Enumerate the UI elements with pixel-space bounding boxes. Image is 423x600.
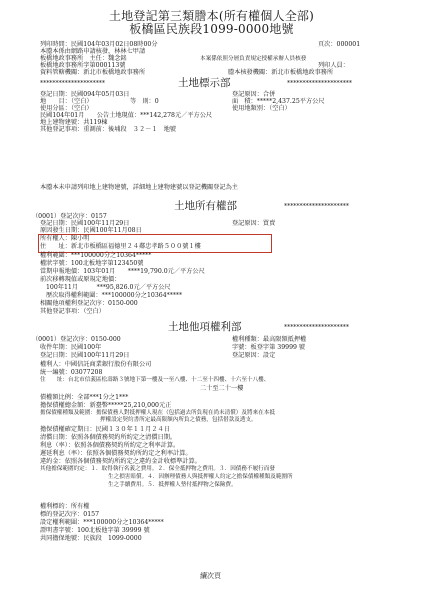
land-use: 地 目：（空白） xyxy=(40,98,93,105)
office-disclaimer: 本案係依照分層負責規定授權承辦人員核發 xyxy=(200,56,307,62)
owner-name: 所有權人：陳小明 xyxy=(40,235,90,242)
rights-reg-date: 登記日期：民國100年11月29日 xyxy=(40,352,130,359)
section-stars-right: ********************* xyxy=(287,80,352,87)
ownership-stars: ********************* xyxy=(284,203,349,210)
ownership-reg-date: 登記日期：民國100年11月29日 xyxy=(40,220,130,227)
prior-value: 100年11月 ***95,826.0元／平方公尺 xyxy=(46,284,171,291)
section-title-other-rights: 土地他項權利部 xyxy=(168,321,242,333)
land-reg-date: 登記日期：民國094年05月03日 xyxy=(40,91,130,98)
interest-rate: 利息（率）：依照各個債務契約所約定之利率計算。 xyxy=(40,442,180,449)
object-scope: 設定權利範圍：***100000分之10364***** xyxy=(40,519,164,526)
land-reg-reason: 登記原因：合併 xyxy=(232,91,276,98)
land-area: 面 積：*****2,437.25平方公尺 xyxy=(232,98,325,105)
other-rights-stars: ********************* xyxy=(284,324,349,331)
rights-unified-no: 統一編號：03077208 xyxy=(40,369,103,376)
announced-value: 民國104年01月 公告土地現值：***142,278元／平方公尺 xyxy=(40,112,213,119)
guarantee-scope-cont: 押權設定契約書所定最高限額內所負之債務，包括借款及透支。 xyxy=(100,417,257,423)
data-jurisdiction: 資料管轄機關：新北市板橋地政事務所 xyxy=(40,69,146,76)
related-rights-seq: 相關他項權利登記次序：0150-000 xyxy=(40,300,138,307)
guarantee-total: 擔保債權總金額：新臺幣*****25,210,000元正 xyxy=(40,402,172,409)
building-count: 地上建物建號：共119棟 xyxy=(40,119,108,126)
object-right: 權利標的：所有權 xyxy=(40,503,90,510)
section-title-ownership: 土地所有權部 xyxy=(174,200,237,212)
page-number: 頁次：000001 xyxy=(318,41,361,48)
declared-land-value: 當期申報地價：103年01月 ****19,790.0元／平方公尺 xyxy=(40,268,205,275)
doc-subtitle: 板橋區民族段1099-0000地號 xyxy=(129,22,294,36)
doc-title: 土地登記第三類謄本(所有權個人全部) xyxy=(109,9,314,23)
ownership-other-notes: 其他登記事項：（空白） xyxy=(40,308,105,315)
rights-holder: 權利人：中國信託商業銀行股份有限公司 xyxy=(40,361,152,368)
print-time: 列印時間：民國104年03月02日08時00分 xyxy=(40,41,158,48)
other-guarantee-cont1: 生之損害賠償。４．因辦理債務人與抵押權人約定之擔保債權種類及範圍所 xyxy=(108,474,293,480)
owner-address: 住 址：新北市板橋區福德里２４鄰忠孝路５００號１樓 xyxy=(40,243,201,250)
other-guarantee: 其他擔保範圍約定：１．取得執行名義之費用。２．保全抵押物之費用。３．因債務不履行而發 xyxy=(40,466,275,472)
land-grade: 等 則：0 xyxy=(130,98,159,105)
rights-type: 權利種類：最高限額抵押權 xyxy=(232,336,307,343)
rights-reason: 登記原因：設定 xyxy=(232,352,276,359)
office-note: 本謄本係由網路申請核發，林林七甲請 xyxy=(40,48,146,55)
issuing-office: 謄本核發機關：新北市板橋地政事務所 xyxy=(228,69,334,76)
ownership-cause-date: 原因發生日期：民國100年11月08日 xyxy=(40,227,142,234)
repay-date: 清償日期：依照各個債務契約所約定之清償日期。 xyxy=(40,434,177,441)
section-stars-left: ********************* xyxy=(40,80,105,87)
penalty: 違約金：依照各個債務契約所約定之違約金計收標準計算。 xyxy=(40,458,201,465)
print-number: 板橋地政事務所字第000113號 xyxy=(40,62,126,69)
historical-scope: 歷次取得權利範圍：***100000分之10364***** xyxy=(46,292,183,299)
buildings-notice: 本謄本未申請列印地上建物建號，詳細地上建物建號以登記機關登記為主 xyxy=(40,184,238,191)
section-title-land-marking: 土地標示部 xyxy=(178,77,231,89)
use-type: 使用地類別：（空白） xyxy=(232,105,291,112)
ownership-reason: 登記原因：買賣 xyxy=(232,220,276,227)
rights-receipt-no: 字號：板登字第 39999 號 xyxy=(232,344,306,351)
guarantee-scope: 擔保債權種類及範圍：擔保債務人對抵押權人現在（包括過去所負現在尚未清償）及將來在本抵 xyxy=(40,410,275,416)
guarantee-date: 擔保債權確定期日：民國１３０年１１月２４日 xyxy=(40,426,170,433)
office-agency: 板橋地政事務所 主任：魏念銘 xyxy=(40,55,127,62)
joint-guarantee: 共同擔保地號：民族段 1099-0000 xyxy=(40,535,142,542)
use-zone: 使用分區：（空白） xyxy=(40,105,93,112)
rights-holder-address: 住 址：台北市信義區松壽路３號地下第一樓及一至八樓、十二至十四樓、十六至十八樓、 xyxy=(40,377,270,383)
rights-receipt-year: 收件年期：民國100年 xyxy=(40,344,102,351)
other-guarantee-cont2: 生之手續費用。５．抵押權人墊付抵押物之保險費。 xyxy=(108,482,237,488)
continued-next-page: 續次頁 xyxy=(200,572,221,580)
certificate-no: 證明書字號：100北板他字第 39999 號 xyxy=(40,527,150,534)
prior-value-header: 前次移轉現值或原規定地價： xyxy=(40,276,121,283)
land-other-notes: 其他登記事項：重測前：後埔段 ３２－１ 地號 xyxy=(40,126,177,133)
object-seq: 標的登記次序：0157 xyxy=(40,511,100,518)
print-agent: 列印人員： xyxy=(318,62,349,69)
claim-ratio: 債權額比例：全部***1分之1*** xyxy=(40,394,129,401)
ownership-cert-no: 權狀字號：100北板地字第123450號 xyxy=(40,260,144,267)
ownership-scope: 權利範圍：***100000分之10364***** xyxy=(40,252,152,259)
rights-seq: （0001）登記次序：0150-000 xyxy=(32,336,121,343)
late-interest: 遲延利息（率）：依照各個債務契約所約定之利率計算。 xyxy=(40,450,192,457)
ownership-seq: （0001）登記次序：0157 xyxy=(32,213,107,220)
rights-holder-address-cont: 二十至二十一樓 xyxy=(200,385,244,392)
